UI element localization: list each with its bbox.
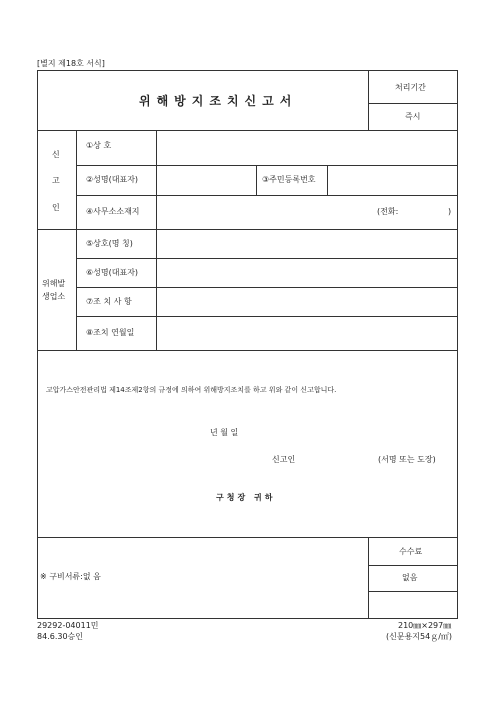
reporter-sign-label: 신고인 (272, 455, 296, 464)
reporter-name-label: ②성명(대표자) (86, 175, 139, 184)
hazard-trade-name-label: ⑤상호(명 칭) (86, 239, 133, 248)
paper-type: (신문용지54ｇ/㎡) (386, 632, 453, 641)
office-address-label: ④사무소소재지 (86, 207, 140, 216)
paper-size: 210㎜×297㎜ (398, 621, 452, 630)
hazard-representative-label: ⑥성명(대표자) (86, 268, 139, 277)
processing-period-label: 처리기간 (395, 83, 426, 92)
processing-period-value: 즉시 (405, 112, 421, 121)
form-tag: [별지 제18호 서식] (37, 59, 105, 68)
approval-date: 84.6.30승인 (37, 632, 83, 641)
measures-label: ⑦조 치 사 항 (86, 297, 132, 306)
reporter-trade-name-label: ①상 호 (86, 141, 112, 150)
measure-date-label: ⑧조치 연월일 (86, 328, 135, 337)
declaration-statement: 고압가스안전관리법 제14조제2항의 규정에 의하여 위해방지조치를 하고 위와 같이 신고합니다. (46, 386, 337, 394)
phone-close: ) (448, 207, 452, 216)
hazard-site-label-line-2: 생업소 (42, 292, 66, 301)
required-documents: ※ 구비서류:없 음 (40, 572, 101, 581)
form-code: 29292-04011민 (37, 621, 99, 630)
reporter-group-char-2: 고 (52, 176, 60, 185)
fee-value: 없음 (402, 573, 418, 582)
reporter-group-char-3: 인 (52, 203, 60, 212)
signature-stamp-label: (서명 또는 도장) (378, 455, 436, 464)
reporter-group-char-1: 신 (52, 150, 60, 159)
addressee: 구청장 귀하 (216, 493, 276, 502)
hazard-site-label-line-1: 위해발 (42, 279, 66, 288)
phone-label: (전화: (377, 207, 399, 216)
declaration-date-line: 년 월 일 (210, 428, 239, 437)
resident-number-label: ③주민등록번호 (262, 175, 316, 184)
form-title: 위해방지조치신고서 (139, 94, 298, 108)
fee-label: 수수료 (399, 547, 423, 556)
